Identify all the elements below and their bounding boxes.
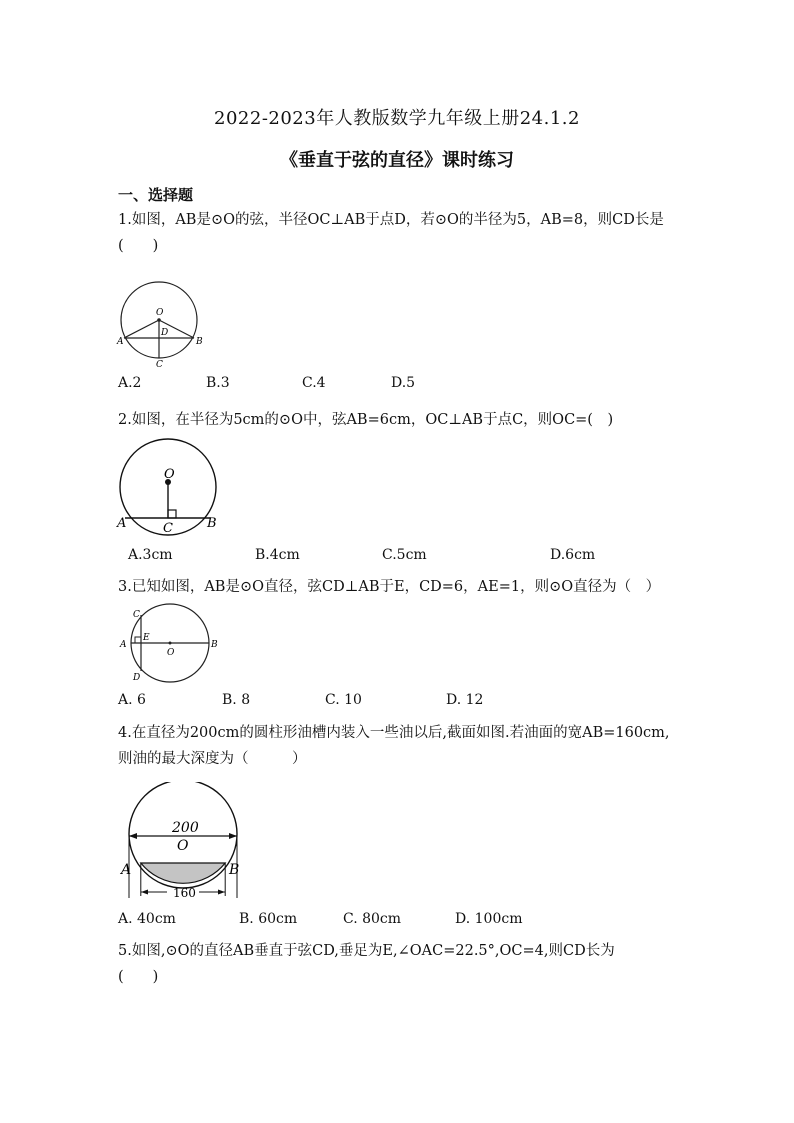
q1-label-b: B (196, 337, 203, 347)
q3-label-e: E (143, 633, 150, 643)
question-2-text (118, 407, 688, 433)
question-3-figure (115, 602, 220, 684)
q3-option-a: A. 6 (118, 692, 146, 708)
q2-label-a: A (117, 516, 127, 531)
question-2-line-1: 2.如图，在半径为5cm的⊙O中，弦AB=6cm，OC⊥AB于点C，则OC=( ) (118, 412, 614, 428)
section-heading: 一、选择题 (118, 186, 194, 204)
q1-label-a: A (117, 337, 124, 347)
q2-option-d: D.6cm (550, 547, 596, 563)
q4-option-c: C. 80cm (343, 911, 402, 927)
q1-option-d: D.5 (391, 375, 416, 391)
q3-option-d: D. 12 (446, 692, 484, 708)
q3-option-b: B. 8 (222, 692, 251, 708)
q1-option-c: C.4 (302, 375, 326, 391)
q3-label-o: O (167, 648, 175, 658)
question-3-line-1: 3.已知如图，AB是⊙O直径，弦CD⊥AB于E，CD=6，AE=1，则⊙O直径为（ ） (118, 579, 661, 595)
question-4-text (118, 720, 688, 772)
q2-option-c: C.5cm (382, 547, 427, 563)
q4-option-b: B. 60cm (239, 911, 298, 927)
q1-label-o: O (156, 308, 164, 318)
question-4-line-1: 4.在直径为200cm的圆柱形油槽内装入一些油以后,截面如图.若油面的宽AB=160cm, (118, 725, 670, 741)
question-3-text (118, 574, 688, 600)
q4-option-a: A. 40cm (118, 911, 176, 927)
question-1-line-2: ( ) (118, 238, 159, 254)
q4-label-o: O (177, 838, 189, 854)
question-5-text (118, 938, 688, 990)
question-1-text (118, 207, 688, 259)
question-5-line-2: ( ) (118, 969, 159, 985)
question-5-line-1: 5.如图,⊙O的直径AB垂直于弦CD,垂足为E,∠OAC=22.5°,OC=4,则CD长为 (118, 943, 615, 959)
question-1-figure (115, 278, 205, 368)
q3-label-d: D (133, 673, 141, 683)
question-1-line-1: 1.如图，AB是⊙O的弦，半径OC⊥AB于点D，若⊙O的半径为5，AB=8，则CD长是 (118, 212, 664, 228)
q2-label-o: O (164, 467, 175, 482)
q3-option-c: C. 10 (325, 692, 362, 708)
q1-option-b: B.3 (206, 375, 230, 391)
q3-label-b: B (211, 640, 218, 650)
q1-label-d: D (161, 328, 169, 338)
question-2-figure (115, 436, 225, 536)
q4-label-diameter: 200 (172, 820, 199, 836)
document-subtitle: 《垂直于弦的直径》课时练习 (280, 150, 514, 171)
question-4-line-2: 则油的最大深度为（ ） (118, 751, 307, 767)
q3-label-c: C (133, 610, 140, 620)
question-4-figure (115, 782, 245, 907)
q4-label-b: B (229, 862, 240, 878)
q3-label-a: A (120, 640, 127, 650)
q2-label-c: C (163, 521, 173, 536)
document-title: 2022-2023年人教版数学九年级上册24.1.2 (214, 108, 580, 129)
q4-label-width: 160 (173, 886, 196, 900)
q1-option-a: A.2 (118, 375, 142, 391)
q4-label-a: A (121, 862, 132, 878)
q1-label-c: C (156, 360, 163, 368)
q2-label-b: B (207, 516, 217, 531)
q2-option-b: B.4cm (255, 547, 300, 563)
q2-option-a: A.3cm (128, 547, 173, 563)
q4-option-d: D. 100cm (455, 911, 523, 927)
